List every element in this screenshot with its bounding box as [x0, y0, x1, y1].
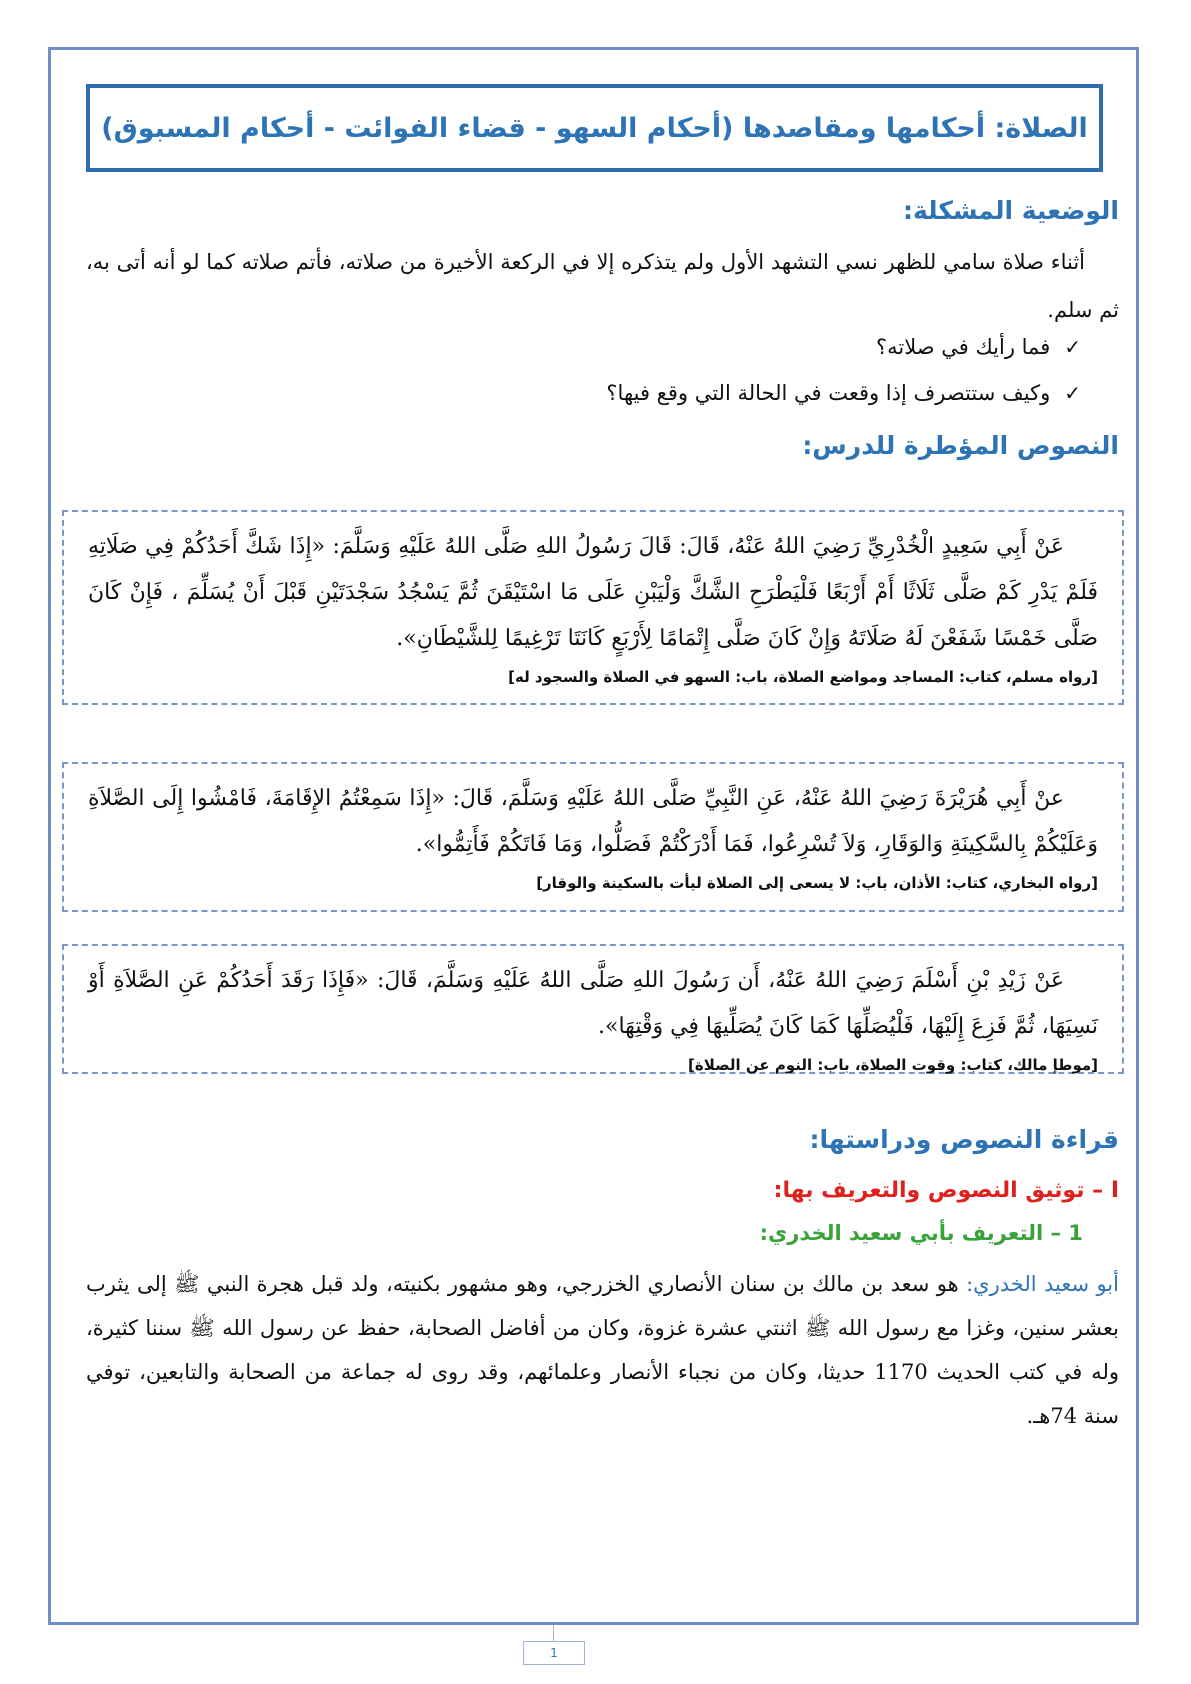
problem-text: أثناء صلاة سامي للظهر نسي التشهد الأول ولم يتذكره إلا في الركعة الأخيرة من صلاته، فأتم صلاته كما لو أنه أتى به، ثم سلم.	[86, 250, 1119, 322]
biography-text: هو سعد بن مالك بن سنان الأنصاري الخزرجي، وهو مشهور بكنيته، ولد قبل هجرة النبي ﷺ إلى يثرب بعشر سنين، وغزا مع رسول الله ﷺ اثنتي عشرة غزوة، وكان من أفاضل الصحابة، حفظ عن رسول الله ﷺ سننا كثيرة، وله في كتب الحديث 1170 حديثا، وكان من نجباء الأنصار وعلمائهم، وقد روى له جماعة من الصحابة والتابعين، توفي سنة 74هـ.	[86, 1272, 1119, 1428]
checkmark-icon: ✓	[1064, 381, 1081, 405]
hadith-source: [رواه مسلم، كتاب: المساجد ومواضع الصلاة، باب: السهو في الصلاة والسجود له]	[508, 668, 1098, 686]
page-number-tick	[553, 1625, 554, 1641]
hadith-box	[62, 510, 1124, 705]
hadith-text: عنْ أَبِي هُرَيْرَةَ رَضِيَ اللهُ عَنْهُ، عَنِ النَّبِيِّ صَلَّى اللهُ عَلَيْهِ وَسَلَّمَ، قَالَ: «إِذَا سَمِعْتُمُ الإِقَامَةَ، فَامْشُوا إِلَى الصَّلاَةِ وَعَلَيْكُمْ بِالسَّكِينَةِ وَالوَقَارِ، وَلاَ تُسْرِعُوا، فَمَا أَدْرَكْتُمْ فَصَلُّوا، وَمَا فَاتَكُمْ فَأَتِمُّوا».	[88, 786, 1098, 857]
question-item	[876, 335, 1081, 359]
problem-heading: الوضعية المشكلة:	[902, 196, 1119, 225]
checkmark-icon: ✓	[1064, 335, 1081, 359]
hadith-source: [موطإ مالك، كتاب: وقوت الصلاة، باب: النوم عن الصلاة]	[687, 1056, 1098, 1074]
biography-name: أبو سعيد الخدري:	[966, 1272, 1119, 1296]
biography-paragraph	[86, 1262, 1119, 1438]
lesson-title: الصلاة: أحكامها ومقاصدها (أحكام السهو - قضاء الفوائت - أحكام المسبوق)	[101, 112, 1088, 144]
texts-heading: النصوص المؤطرة للدرس:	[802, 431, 1119, 460]
subsection-heading: 1 – التعريف بأبي سعيد الخدري:	[759, 1221, 1083, 1245]
question-item	[606, 381, 1081, 405]
hadith-box	[62, 762, 1124, 912]
hadith-text: عَنْ زَيْدِ بْنِ أَسْلَمَ رَضِيَ اللهُ عَنْهُ، أَن رَسُولَ اللهِ صَلَّى اللهُ عَلَيْهِ وَسَلَّمَ، قَالَ: «فَإِذَا رَقَدَ أَحَدُكُمْ عَنِ الصَّلاَةِ أَوْ نَسِيَهَا، ثُمَّ فَزِعَ إِلَيْهَا، فَلْيُصَلِّهَا كَمَا كَانَ يُصَلِّيهَا فِي وَقْتِهَا».	[88, 968, 1098, 1039]
page-number: 1	[523, 1641, 585, 1665]
reading-heading: قراءة النصوص ودراستها:	[809, 1125, 1119, 1154]
hadith-box	[62, 944, 1124, 1074]
question-text: وكيف ستتصرف إذا وقعت في الحالة التي وقع فيها؟	[606, 381, 1051, 405]
hadith-text: عَنْ أَبِي سَعِيدٍ الْخُدْرِيِّ رَضِيَ اللهُ عَنْهُ، قَالَ: قَالَ رَسُولُ اللهِ صَلَّى اللهُ عَلَيْهِ وَسَلَّمَ: «إِذَا شَكَّ أَحَدُكُمْ فِي صَلَاتِهِ فَلَمْ يَدْرِ كَمْ صَلَّى ثَلَاثًا أَمْ أَرْبَعًا فَلْيَطْرَحِ الشَّكَّ وَلْيَبْنِ عَلَى مَا اسْتَيْقَنَ ثُمَّ يَسْجُدُ سَجْدَتَيْنِ قَبْلَ أَنْ يُسَلِّمَ ، فَإِنْ كَانَ صَلَّى خَمْسًا شَفَعْنَ لَهُ صَلَاتَهُ وَإِنْ كَانَ صَلَّى إِتْمَامًا لِأَرْبَعٍ كَانَتَا تَرْغِيمًا لِلشَّيْطَانِ».	[88, 534, 1099, 651]
hadith-source: [رواه البخاري، كتاب: الأذان، باب: لا يسعى إلى الصلاة ليأت بالسكينة والوقار]	[536, 874, 1098, 892]
lesson-title-box	[86, 84, 1103, 172]
question-text: فما رأيك في صلاته؟	[875, 335, 1051, 359]
section-heading: I – توثيق النصوص والتعريف بها:	[773, 1178, 1119, 1203]
